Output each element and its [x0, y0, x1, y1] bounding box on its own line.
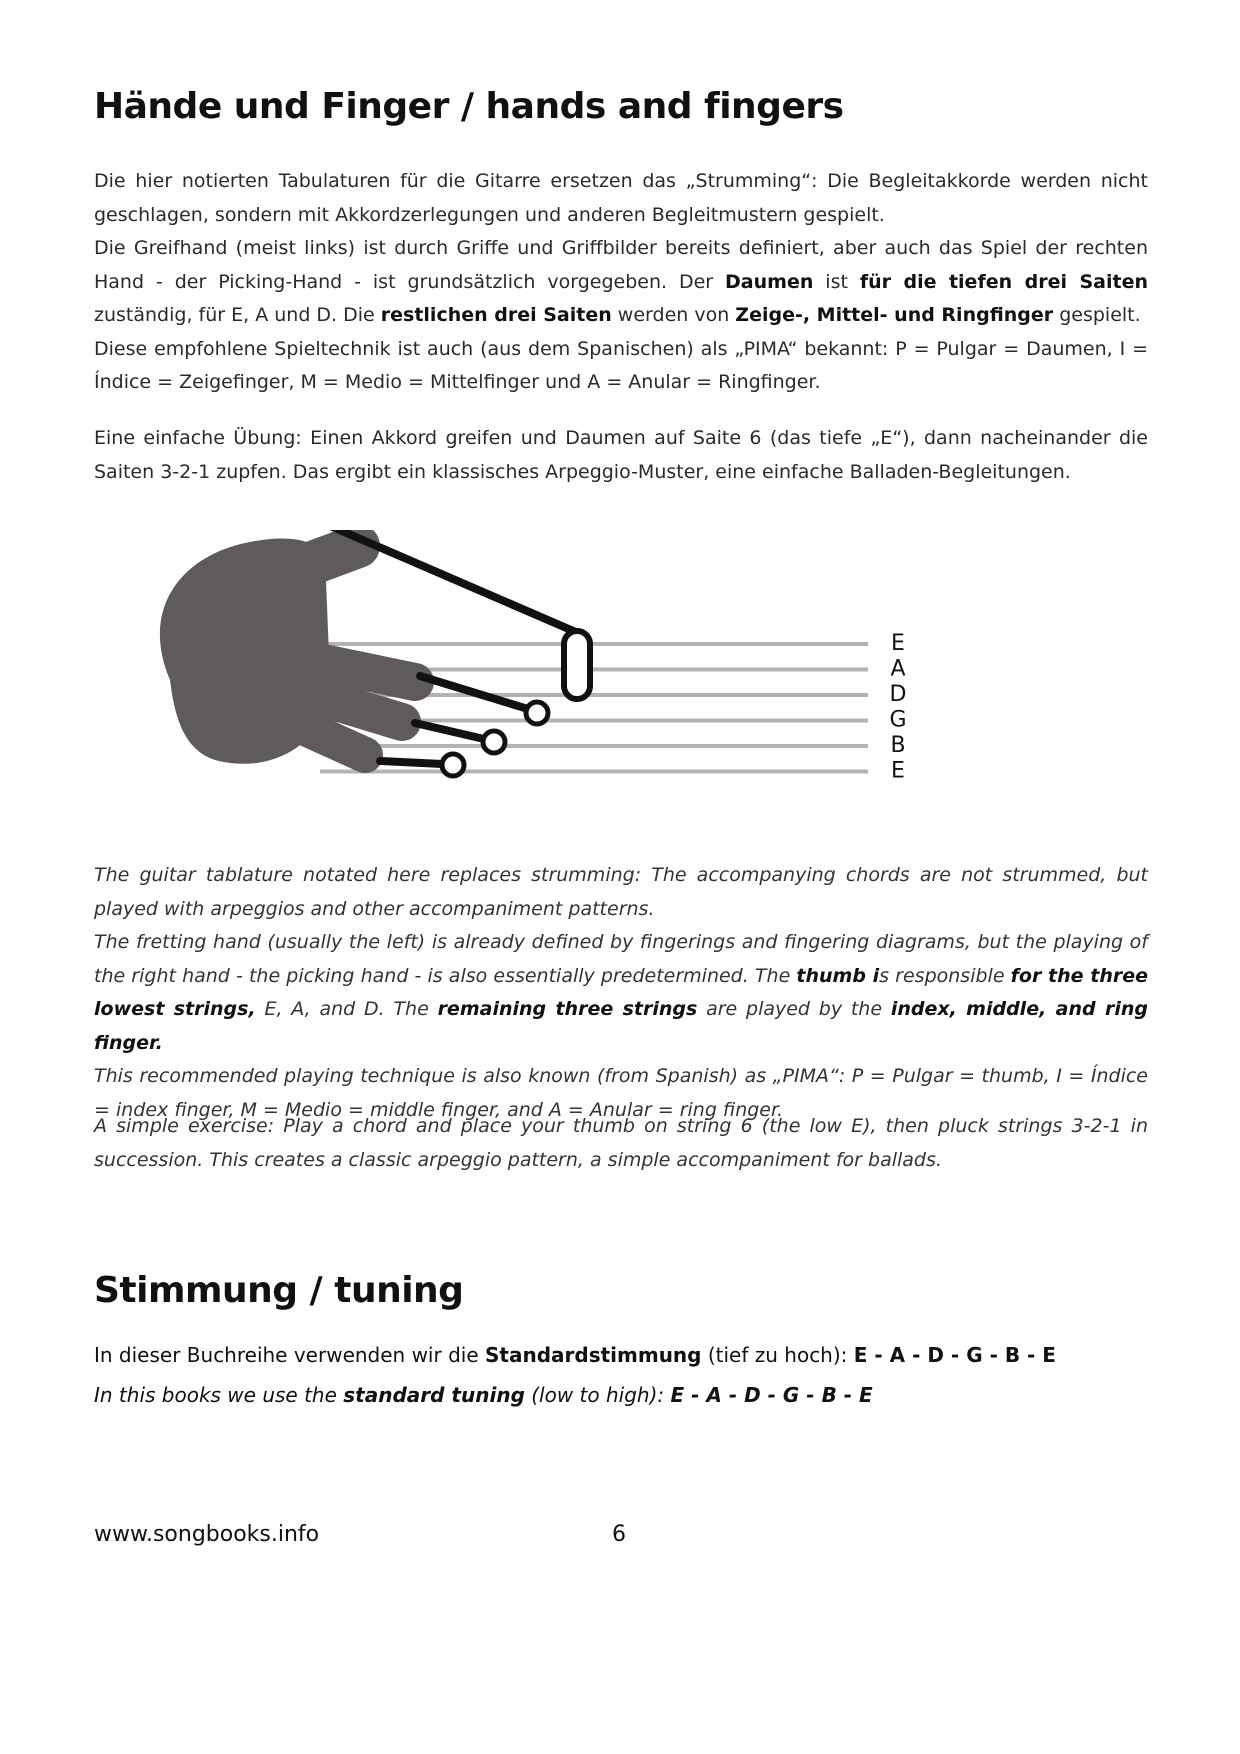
paragraph-en-exercise: A simple exercise: Play a chord and place your thumb on string 6 (the low E), then pluck strings 3-2-1 in succession. This creates a classic arpeggio pattern, a simple accompaniment for ballads.: [94, 1115, 1148, 1171]
text-run: (tief zu hoch):: [701, 1343, 854, 1367]
text-run: This recommended playing technique is also known (from Spanish) as „PIMA“: P = Pulgar = thumb, I = Índice = index finger, M = Medio = middle finger, and A = Anular = ring finger.: [94, 1065, 1148, 1121]
string-label: A: [890, 656, 906, 682]
emphasis-text: for the three lowest strings,: [94, 964, 1149, 1020]
emphasis-text: für die tiefen drei Saiten: [859, 270, 1148, 293]
text-run: are played by the: [697, 998, 891, 1020]
emphasis-text: Standardstimmung: [485, 1343, 702, 1367]
paragraph-en-picking-hand: [94, 859, 1148, 1127]
text-run: zuständig, für E, A und D. Die: [94, 304, 381, 326]
page-number: 6: [612, 1522, 626, 1547]
string-labels: [889, 631, 906, 784]
text-run: Die Greifhand (meist links) ist durch Griffe und Griffbilder bereits definiert, aber auch das Spiel der rechten Hand - der Picking-Hand - ist grundsätzlich vorgegeben. Der: [94, 237, 1148, 293]
hand-silhouette: [160, 538, 415, 763]
text-run: werden von: [611, 304, 736, 326]
text-run: gespielt.: [1053, 304, 1141, 326]
text-run: Diese empfohlene Spieltechnik ist auch (aus dem Spanischen) als „PIMA“ bekannt: P = Pulgar = Daumen, I = Índice = Zeigefinger, M = Medio = Mittelfinger und A = Anular = Ringfinger.: [94, 337, 1148, 393]
emphasis-text: E - A - D - G - B - E: [670, 1383, 873, 1407]
emphasis-text: E - A - D - G - B - E: [853, 1343, 1056, 1367]
string-label: E: [891, 631, 905, 656]
text-run: E, A, and D. The: [255, 998, 438, 1020]
paragraph-de-picking-hand: [94, 165, 1148, 400]
emphasis-text: Daumen: [725, 270, 814, 293]
emphasis-text: remaining three strings: [437, 998, 698, 1020]
picking-hand-diagram: [140, 530, 920, 800]
index-string-marker: [526, 702, 548, 724]
index-link: [420, 676, 528, 709]
string-label: G: [889, 707, 907, 733]
footer-url[interactable]: www.songbooks.info: [94, 1522, 320, 1547]
emphasis-text: thumb i: [796, 964, 880, 987]
string-label: E: [891, 758, 905, 784]
string-label: D: [889, 682, 907, 707]
emphasis-text: standard tuning: [343, 1383, 525, 1407]
section-title-tuning: Stimmung / tuning: [94, 1270, 464, 1311]
middle-link: [415, 723, 484, 739]
text-run: Die hier notierten Tabulaturen für die Gitarre ersetzen das „Strumming“: Die Begleitakkorde werden nicht geschlagen, sondern mit Akkordzerlegungen und anderen Begleitmustern gespielt.: [94, 170, 1148, 226]
emphasis-text: Zeige-, Mittel- und Ringfinger: [735, 304, 1054, 326]
text-run: In dieser Buchreihe verwenden wir die: [94, 1343, 485, 1367]
text-run: ist: [813, 270, 860, 293]
ring-link: [380, 761, 442, 764]
text-run: s responsible: [879, 964, 1011, 987]
string-label: B: [890, 733, 906, 758]
text-run: In this books we use the: [94, 1383, 344, 1407]
ring-string-marker: [442, 754, 464, 776]
emphasis-text: index, middle, and ring finger.: [94, 998, 1148, 1054]
tuning-line-en: [94, 1380, 873, 1410]
text-run: (low to high):: [524, 1383, 671, 1407]
middle-string-marker: [483, 731, 505, 753]
thumb-link: [328, 530, 578, 633]
thumb-string-group-marker: [564, 631, 590, 699]
paragraph-de-exercise: Eine einfache Übung: Einen Akkord greifen und Daumen auf Saite 6 (das tiefe „E“), dann nacheinander die Saiten 3-2-1 zupfen. Das ergibt ein klassisches Arpeggio-Muster, eine einfache Balladen-Begleitungen.: [94, 427, 1148, 483]
emphasis-text: restlichen drei Saiten: [380, 304, 612, 326]
tuning-line-de: [94, 1340, 1056, 1370]
section-title-hands: Hände und Finger / hands and fingers: [94, 86, 844, 127]
text-run: The guitar tablature notated here replaces strumming: The accompanying chords are not strummed, but played with arpeggios and other accompaniment patterns.: [94, 864, 1148, 920]
text-run: The fretting hand (usually the left) is already defined by fingerings and fingering diagrams, but the playing of the right hand - the picking hand - is also essentially predetermined. The: [94, 931, 1148, 987]
